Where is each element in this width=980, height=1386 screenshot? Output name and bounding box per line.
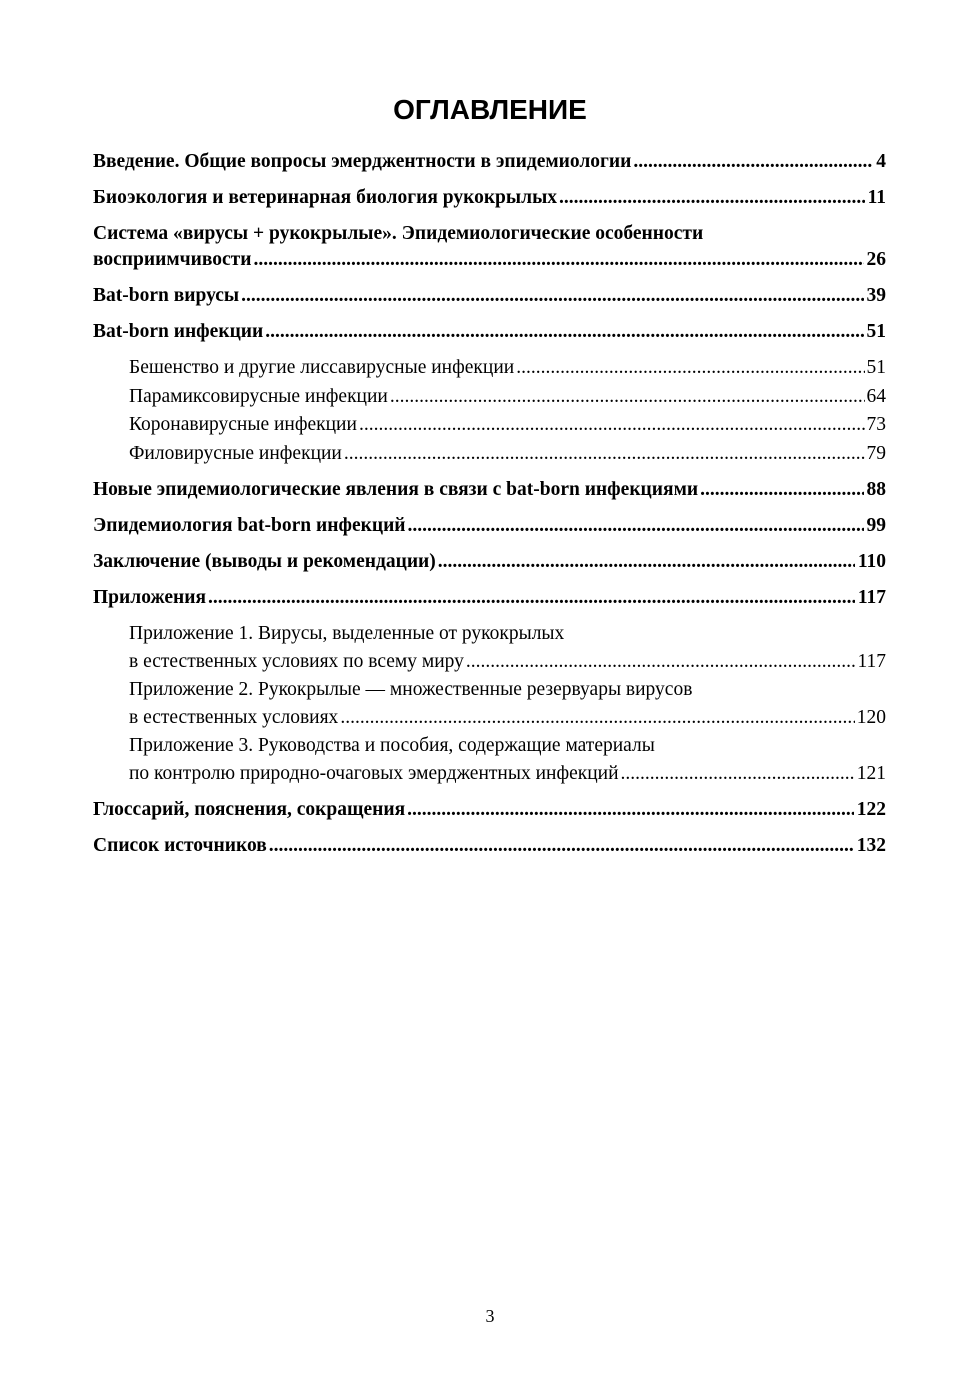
toc-entry-text: Коронавирусные инфекции — [129, 414, 357, 435]
toc-page-number: 11 — [867, 187, 886, 208]
toc-entry-text: Новые эпидемиологические явления в связи с bat-born инфекциями — [93, 479, 699, 500]
toc-page-number: 73 — [866, 414, 886, 435]
toc-page-number: 117 — [857, 651, 886, 672]
dot-leader — [254, 247, 864, 273]
toc-entry-epidemiology[interactable] — [93, 508, 886, 544]
toc-page-number: 51 — [866, 357, 886, 378]
page-title: ОГЛАВЛЕНИЕ — [393, 94, 587, 125]
toc-page-number: 79 — [866, 442, 886, 464]
toc-entry-text: по контролю природно-очаговых эмерджентных инфекций — [129, 763, 619, 784]
toc-entry-text: Парамиксовирусные инфекции — [129, 385, 388, 407]
toc-subsection-list — [93, 350, 886, 472]
toc-entry-text-line1: Приложение 1. Вирусы, выделенные от рукокрылых — [129, 623, 565, 644]
toc-page-number: 120 — [856, 707, 886, 728]
dot-leader — [633, 149, 873, 175]
toc-page-number: 110 — [857, 551, 886, 572]
toc-entry-references[interactable] — [93, 828, 886, 864]
toc-entry-text: в естественных условиях — [129, 707, 339, 728]
dot-leader — [344, 440, 865, 469]
toc-page-number: 132 — [856, 835, 886, 856]
toc-entry-glossary[interactable] — [93, 792, 886, 828]
toc-entry-text: Эпидемиология bat-born инфекций — [93, 515, 406, 536]
toc-entry-new-phenomena[interactable] — [93, 472, 886, 508]
toc-page-number: 64 — [866, 385, 886, 407]
toc-entry-appendices[interactable] — [93, 580, 886, 616]
toc-entry-text-line1: Приложение 3. Руководства и пособия, содержащие материалы — [129, 735, 655, 756]
toc-entry-text: Bat-born инфекции — [93, 321, 264, 342]
toc-subentry-corona[interactable] — [93, 411, 886, 440]
toc-entry-introduction[interactable] — [93, 144, 886, 180]
dot-leader — [700, 477, 863, 503]
dot-leader — [407, 797, 854, 823]
dot-leader — [340, 704, 854, 732]
toc-entry-text: Филовирусные инфекции — [129, 442, 342, 464]
toc-appendix-list — [93, 616, 886, 792]
page-number: 3 — [485, 1306, 495, 1326]
toc-entry-text: Список источников — [93, 835, 267, 856]
dot-leader — [359, 411, 865, 440]
toc-page-number: 51 — [866, 321, 886, 342]
toc-entry-conclusion[interactable] — [93, 544, 886, 580]
toc-page-number: 39 — [866, 285, 886, 306]
dot-leader — [390, 383, 865, 412]
dot-leader — [516, 354, 864, 383]
toc-page-number: 122 — [856, 799, 886, 820]
toc-entry-bioecology[interactable] — [93, 180, 886, 216]
toc-entry-text: Биоэкология и ветеринарная биология рукокрылых — [93, 187, 558, 208]
toc-entry-text: восприимчивости — [93, 249, 252, 270]
toc-entry-batborn-viruses[interactable] — [93, 278, 886, 314]
toc-entry-text: Приложения — [93, 587, 207, 608]
toc-entry-batborn-infections[interactable] — [93, 314, 886, 350]
table-of-contents — [93, 144, 886, 864]
toc-entry-text: Bat-born вирусы — [93, 285, 240, 306]
toc-subentry-rabies[interactable] — [93, 354, 886, 383]
dot-leader — [241, 283, 863, 309]
toc-page-number: 26 — [866, 249, 886, 270]
toc-entry-text: в естественных условиях по всему миру — [129, 651, 464, 672]
dot-leader — [265, 319, 863, 345]
toc-entry-text: Глоссарий, пояснения, сокращения — [93, 799, 406, 820]
toc-page-number: 88 — [866, 479, 886, 500]
toc-entry-text: Введение. Общие вопросы эмерджентности в эпидемиологии — [93, 151, 632, 172]
dot-leader — [559, 185, 865, 211]
toc-entry-text-line1: Система «вирусы + рукокрылые». Эпидемиологические особенности — [93, 223, 704, 244]
toc-entry-system[interactable] — [93, 216, 886, 278]
toc-subentry-paramyxo[interactable] — [93, 383, 886, 412]
toc-entry-text: Бешенство и другие лиссавирусные инфекции — [129, 357, 515, 378]
dot-leader — [438, 549, 855, 575]
toc-page-number: 99 — [866, 515, 886, 536]
toc-entry-text-line1: Приложение 2. Рукокрылые — множественные резервуары вирусов — [129, 679, 693, 700]
dot-leader — [408, 513, 864, 539]
toc-page-number: 117 — [857, 587, 886, 608]
dot-leader — [621, 760, 855, 788]
dot-leader — [208, 585, 855, 611]
toc-subentry-appendix-3[interactable] — [93, 732, 886, 788]
toc-page-number: 4 — [876, 151, 886, 172]
dot-leader — [466, 648, 856, 676]
toc-subentry-filo[interactable] — [93, 440, 886, 469]
dot-leader — [269, 833, 854, 859]
toc-page-number: 121 — [856, 763, 886, 784]
toc-entry-text: Заключение (выводы и рекомендации) — [93, 551, 436, 572]
toc-subentry-appendix-1[interactable] — [93, 620, 886, 676]
toc-subentry-appendix-2[interactable] — [93, 676, 886, 732]
